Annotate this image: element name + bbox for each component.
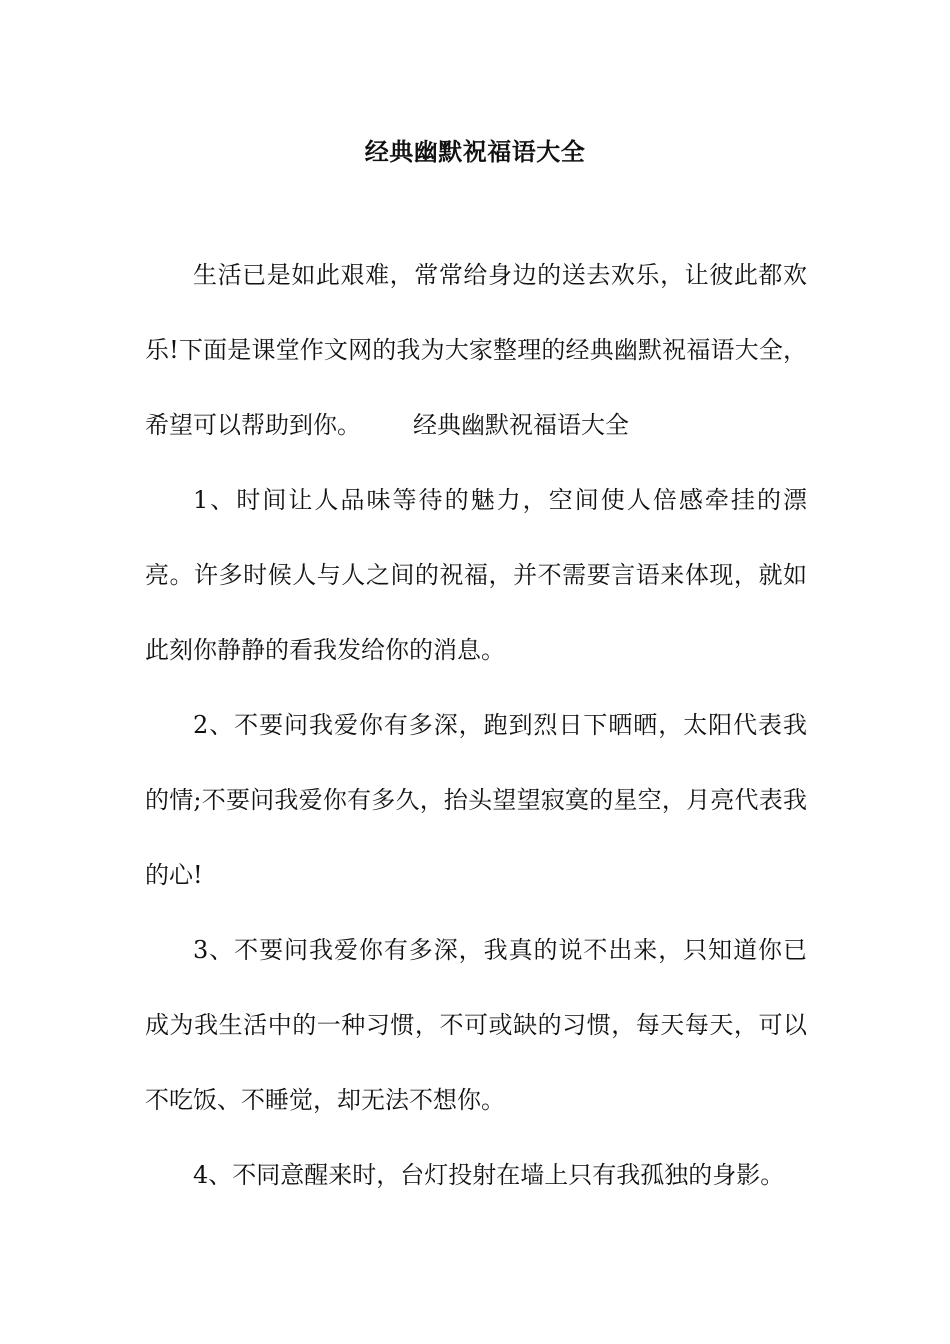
document-title: 经典幽默祝福语大全	[364, 137, 586, 166]
intro-paragraph	[145, 238, 807, 463]
list-item: 1、时间让人品味等待的魅力，空间使人倍感牵挂的漂亮。许多时候人与人之间的祝福，并不需要言语来体现，就如此刻你静静的看我发给你的消息。	[145, 486, 807, 664]
list-item: 4、不同意醒来时，台灯投射在墙上只有我孤独的身影。	[193, 1161, 785, 1189]
list-item: 2、不要问我爱你有多深，跑到烈日下晒晒，太阳代表我的情;不要问我爱你有多久，抬头望望寂寞的星空，月亮代表我的心!	[145, 711, 807, 889]
intro-text: 生活已是如此艰难，常常给身边的送去欢乐，让彼此都欢乐!下面是课堂作文网的我为大家整理的经典幽默祝福语大全，希望可以帮助到你。	[145, 261, 807, 439]
inline-heading: 经典幽默祝福语大全	[413, 411, 629, 439]
list-item: 3、不要问我爱你有多深，我真的说不出来，只知道你已成为我生活中的一种习惯，不可或缺的习惯，每天每天，可以不吃饭、不睡觉，却无法不想你。	[145, 936, 807, 1114]
document-body	[145, 238, 807, 1213]
